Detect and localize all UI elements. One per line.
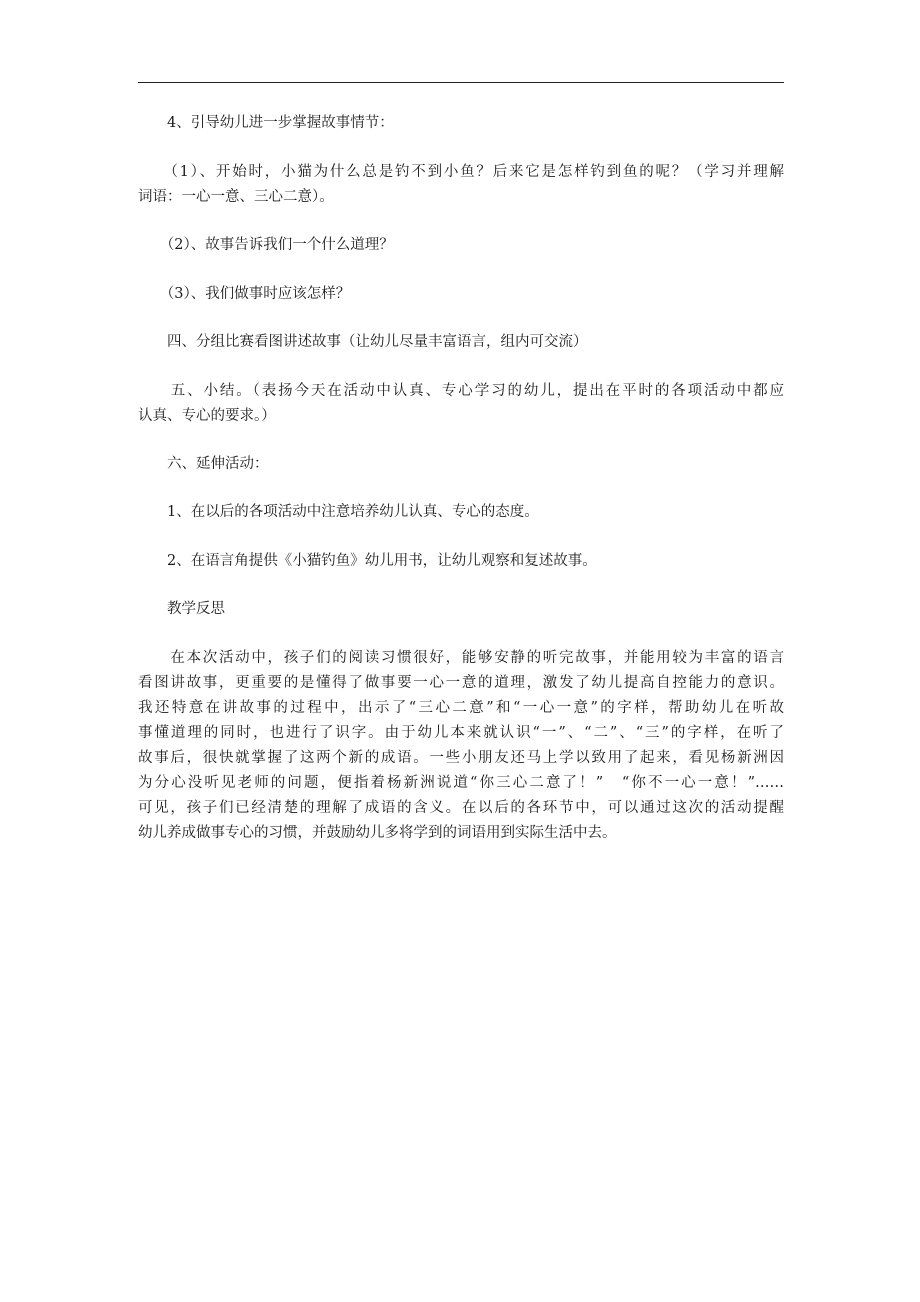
paragraph-question-3 — [138, 282, 784, 307]
paragraph-section-6 — [138, 452, 784, 477]
text-line: 认真、专心的要求。） — [138, 408, 276, 424]
paragraph-section-4 — [138, 330, 784, 355]
text-line: 幼儿养成做事专心的习惯，并鼓励幼儿多将学到的词语用到实际生活中去。 — [138, 825, 617, 841]
text-line: 词语：一心一意、三心二意）。 — [138, 189, 334, 205]
text-line: 我还特意在讲故事的过程中，出示了“三心二意”和“一心一意”的字样，帮助幼儿在听故 — [138, 700, 784, 716]
text-line: 1、在以后的各项活动中注意培养幼儿认真、专心的态度。 — [138, 504, 539, 520]
header-rule — [138, 82, 784, 83]
text-line: （3）、我们做事时应该怎样？ — [138, 286, 351, 302]
text-line: （1）、开始时，小猫为什么总是钓不到小鱼？后来它是怎样钓到鱼的呢？（学习并理解 — [138, 164, 784, 180]
paragraph-extension-2 — [138, 549, 784, 574]
paragraph-step-4 — [138, 111, 784, 136]
paragraph-reflection — [138, 646, 784, 846]
text-line: 五、小结。（表扬今天在活动中认真、专心学习的幼儿，提出在平时的各项活动中都应 — [138, 383, 784, 399]
text-line: 事懂道理的同时，也进行了识字。由于幼儿本来就认识“一”、“二”、“三”的字样，在听了 — [138, 725, 784, 741]
paragraph-extension-1 — [138, 500, 784, 525]
text-line: （2）、故事告诉我们一个什么道理？ — [138, 237, 394, 253]
paragraph-question-2 — [138, 233, 784, 258]
text-line: 四、分组比赛看图讲述故事（让幼儿尽量丰富语言，组内可交流） — [138, 334, 588, 350]
text-line: 在本次活动中，孩子们的阅读习惯很好，能够安静的听完故事，并能用较为丰富的语言 — [138, 650, 784, 666]
paragraph-section-5 — [138, 379, 784, 429]
text-line: 六、延伸活动： — [138, 456, 269, 472]
text-line: 2、在语言角提供《小猫钓鱼》幼儿用书，让幼儿观察和复述故事。 — [138, 553, 597, 569]
section-heading-reflection — [138, 597, 784, 622]
paragraph-question-1 — [138, 160, 784, 210]
text-line: 4、引导幼儿进一步掌握故事情节： — [138, 115, 394, 131]
text-line: 可见，孩子们已经清楚的理解了成语的含义。在以后的各环节中，可以通过这次的活动提醒 — [138, 800, 784, 816]
text-line: 故事后，很快就掌握了这两个新的成语。一些小朋友还马上学以致用了起来，看见杨新洲因 — [138, 750, 784, 766]
text-line: 看图讲故事，更重要的是懂得了做事要一心一意的道理，激发了幼儿提高自控能力的意识。 — [138, 675, 784, 691]
text-line: 为分心没听见老师的问题，便指着杨新洲说道“你三心二意了！” “你不一心一意！”…… — [138, 775, 784, 791]
text-line: 教学反思 — [138, 601, 225, 617]
